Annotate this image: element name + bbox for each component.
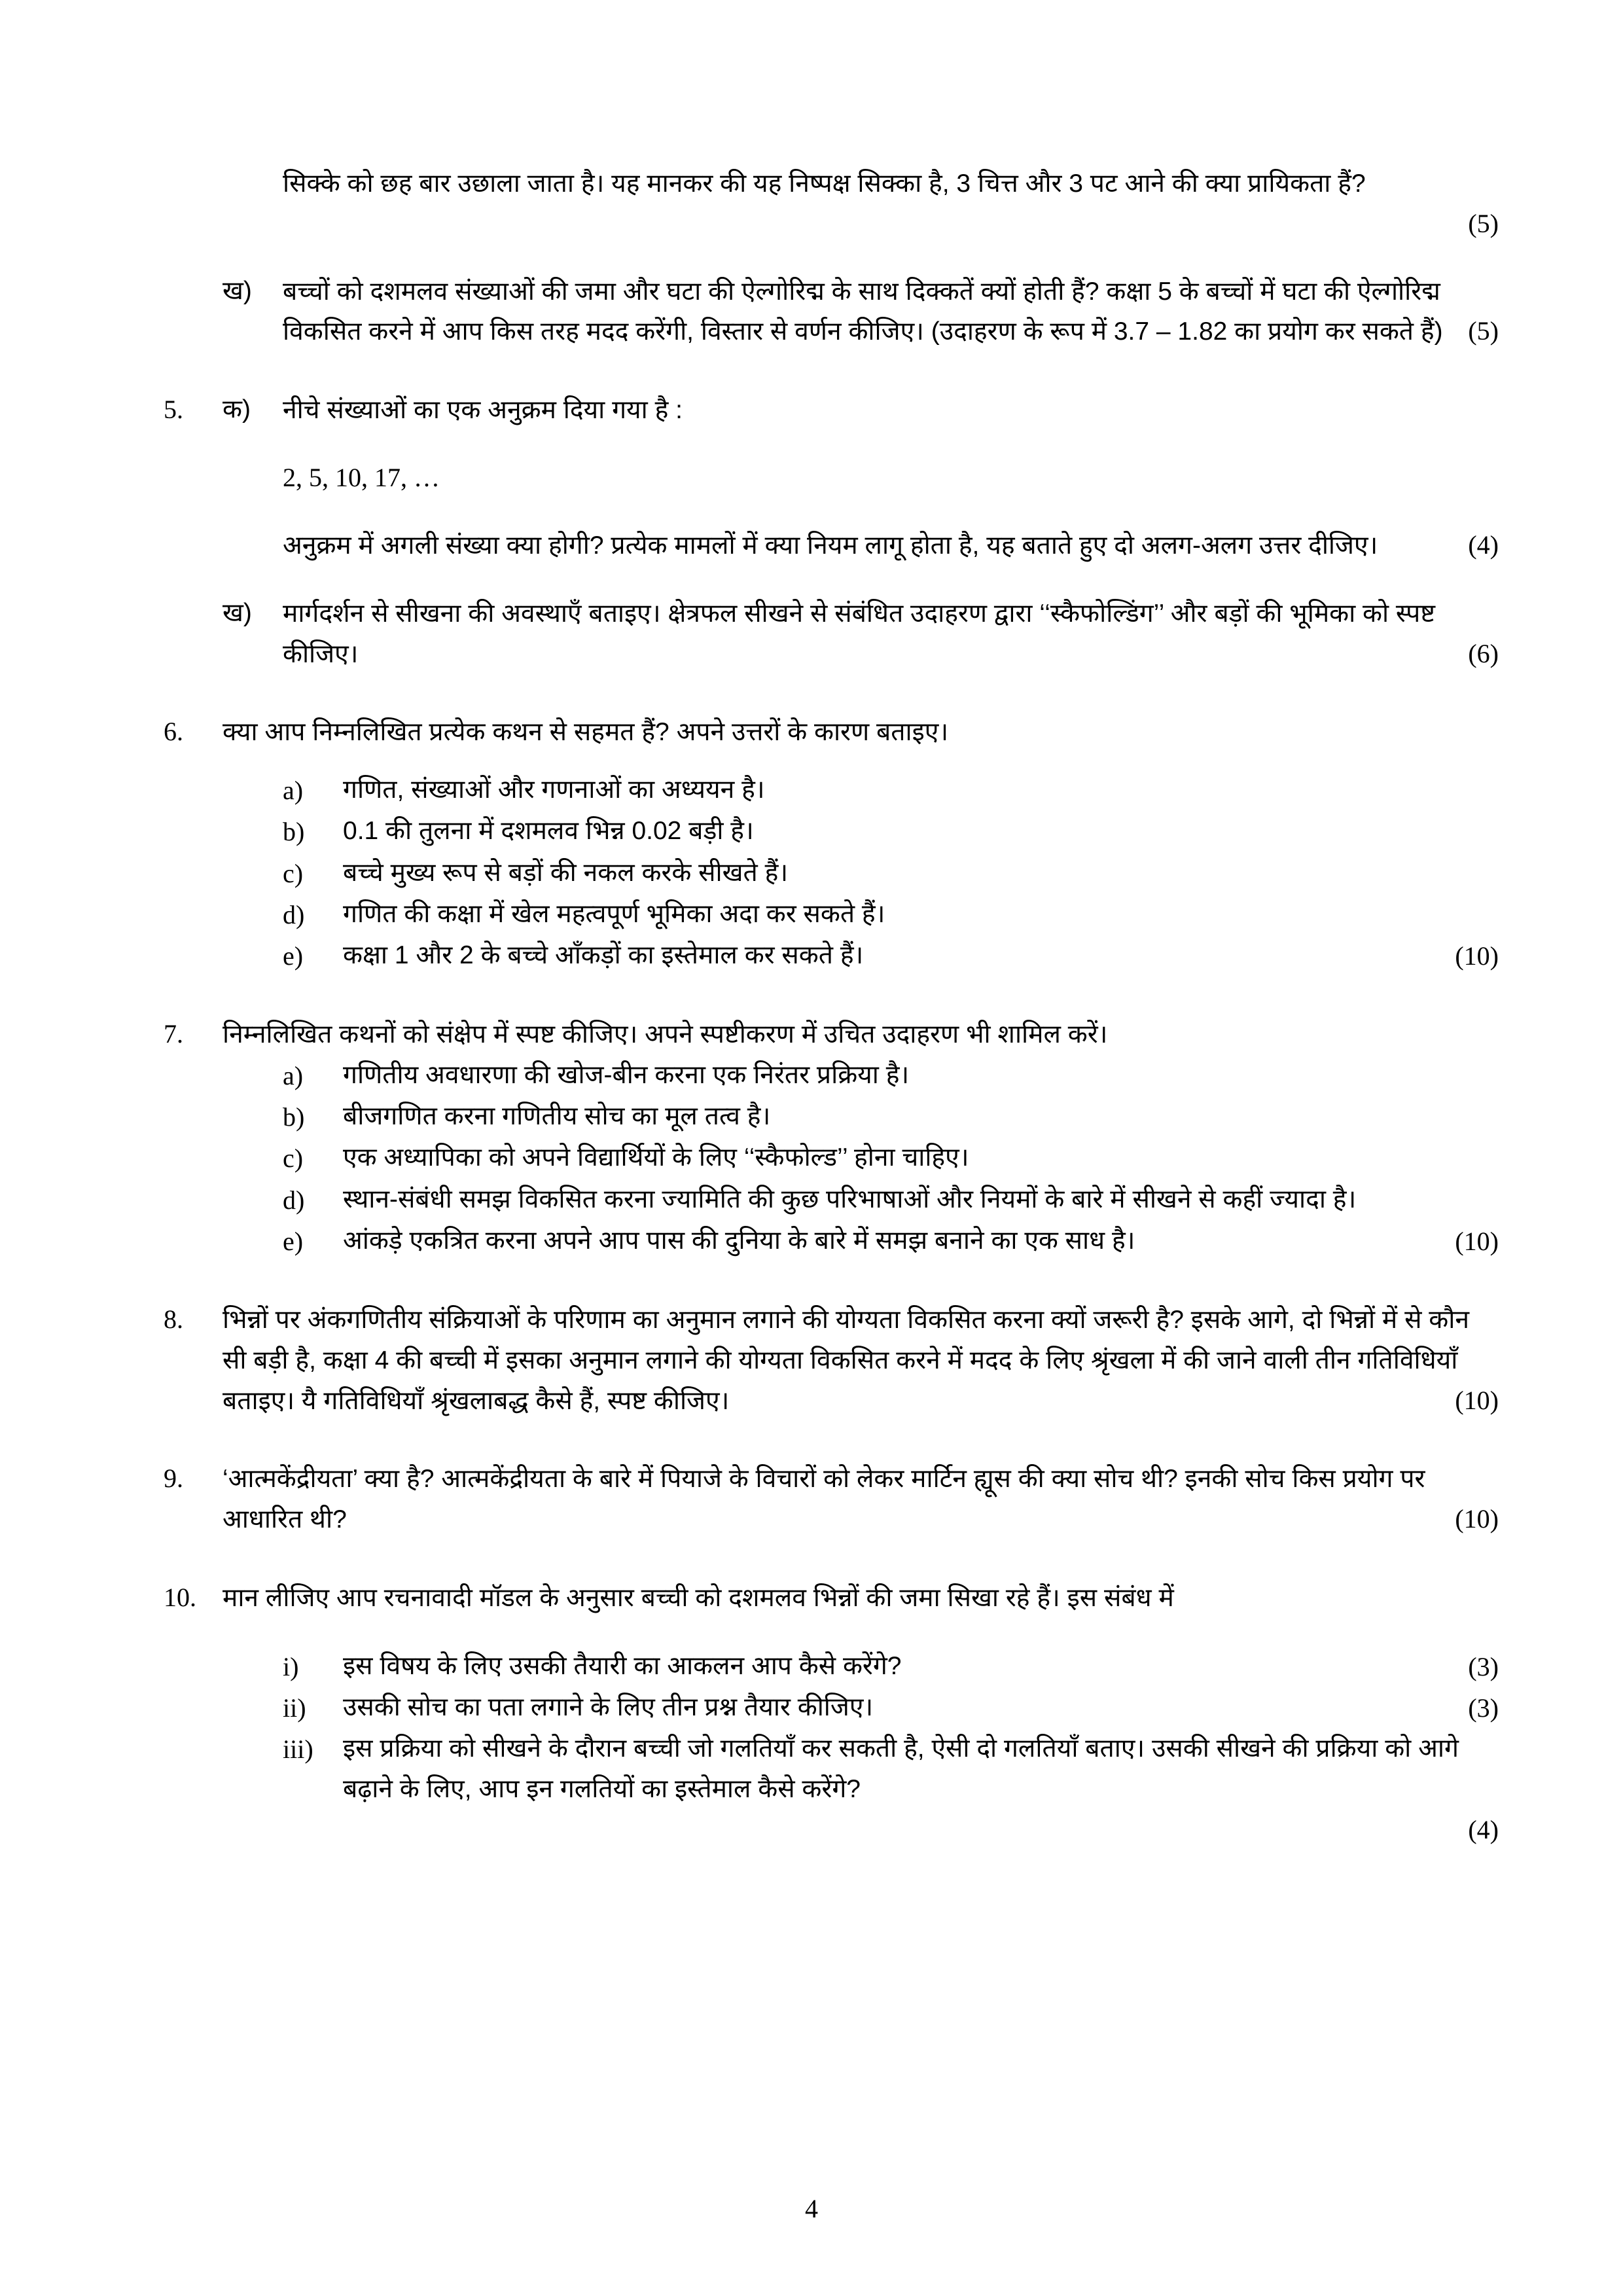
question-6-list-body	[223, 770, 1499, 977]
option-text-label: कक्षा 1 और 2 के बच्चे आँकड़ों का इस्तेमाल कर सकते हैं।	[343, 941, 864, 969]
option-marker: b)	[283, 817, 305, 847]
option-text	[343, 1221, 1499, 1262]
list-item	[283, 1179, 1499, 1221]
question-5b-text: मार्गदर्शन से सीखना की अवस्थाएँ बताइए। क्षेत्रफल सीखने से संबंधित उदाहरण द्वारा ‘‘स्कैफोल्डिंग’’ और बड़ों की भूमिका को स्पष्ट कीजिए।	[283, 599, 1436, 668]
option-text: गणित, संख्याओं और गणनाओं का अध्ययन है।	[343, 776, 765, 804]
list-item	[283, 1096, 1499, 1138]
list-item	[283, 1221, 1499, 1262]
question-7-list-row	[164, 1055, 1499, 1262]
question-4b	[164, 272, 1499, 353]
list-item	[283, 894, 1499, 935]
option-marker: e)	[283, 941, 304, 971]
question-7-body	[223, 1014, 1499, 1055]
list-item	[283, 1646, 1499, 1687]
subpart-text	[343, 1646, 1499, 1687]
question-8-marks: (10)	[1455, 1385, 1499, 1415]
question-4a-marks: (5)	[1468, 208, 1499, 238]
question-4b-marks: (5)	[1468, 316, 1499, 346]
question-5b-marks: (6)	[1468, 638, 1499, 668]
list-item	[283, 770, 1499, 811]
subpart-marks: (3)	[1468, 1693, 1499, 1723]
question-10-list-row	[164, 1646, 1499, 1851]
question-5a-followup-row	[164, 526, 1499, 566]
question-5a-sequence-row	[164, 458, 1499, 498]
option-marker: c)	[283, 858, 304, 888]
question-10-subparts	[223, 1646, 1499, 1851]
question-8-number: 8.	[164, 1304, 183, 1334]
question-5a	[164, 390, 1499, 431]
page-content	[164, 164, 1499, 1851]
question-9-marks: (10)	[1455, 1504, 1499, 1534]
question-9-number: 9.	[164, 1463, 183, 1494]
subpart-marks: (4)	[1468, 1815, 1499, 1845]
question-5a-marker: क)	[223, 395, 251, 424]
question-10-body	[223, 1578, 1499, 1619]
option-text: बीजगणित करना गणितीय सोच का मूल तत्व है।	[343, 1102, 771, 1131]
question-9-body	[223, 1459, 1499, 1540]
question-10-number: 10.	[164, 1583, 196, 1613]
list-item	[283, 1729, 1499, 1850]
question-5a-body	[283, 390, 1499, 431]
question-5b	[164, 594, 1499, 675]
question-6-marks: (10)	[1455, 941, 1499, 971]
question-8-text: भिन्नों पर अंकगणितीय संक्रियाओं के परिणाम का अनुमान लगाने की योग्यता विकसित करना क्यों जरूरी है? इसके आगे, दो भिन्नों में से कौन सी बड़ी है, कक्षा 4 की बच्ची में इसका अनुमान लगाने की योग्यता विकसित करने में मदद के लिए श्रृंखला में की जाने वाली तीन गतिविधियाँ बताइए। यै गतिविधियाँ श्रृंखलाबद्ध कैसे हैं, स्पष्ट कीजिए।	[223, 1305, 1469, 1415]
question-6	[164, 712, 1499, 753]
question-9-text: ‘आत्मकेंद्रीयता’ क्या है? आत्मकेंद्रीयता के बारे में पियाजे के विचारों को लेकर मार्टिन ह्यूस की क्या सोच थी? इनकी सोच किस प्रयोग पर आधारित थी?	[223, 1465, 1425, 1534]
subpart-text-label: इस विषय के लिए उसकी तैयारी का आकलन आप कैसे करेंगे?	[343, 1651, 902, 1680]
option-text: गणितीय अवधारणा की खोज-बीन करना एक निरंतर प्रक्रिया है।	[343, 1060, 910, 1089]
question-7-marks: (10)	[1455, 1226, 1499, 1256]
question-10	[164, 1578, 1499, 1619]
option-marker: a)	[283, 1060, 304, 1090]
option-text: गणित की कक्षा में खेल महत्वपूर्ण भूमिका अदा कर सकते हैं।	[343, 899, 885, 928]
question-8-body	[223, 1300, 1499, 1421]
list-item	[283, 1687, 1499, 1729]
option-text: बच्चे मुख्य रूप से बड़ों की नकल करके सीखते हैं।	[343, 858, 789, 887]
question-10-stem: मान लीजिए आप रचनावादी मॉडल के अनुसार बच्ची को दशमलव भिन्नों की जमा सिखा रहे हैं। इस संबंध में	[223, 1584, 1174, 1613]
option-text	[343, 935, 1499, 977]
number-sequence: 2, 5, 10, 17, …	[283, 463, 440, 493]
question-8	[164, 1300, 1499, 1421]
question-5b-marker: ख)	[223, 598, 252, 627]
page-number: 4	[805, 2194, 818, 2223]
subpart-text	[343, 1729, 1499, 1850]
question-5b-body	[283, 594, 1499, 675]
list-item	[283, 1138, 1499, 1179]
subpart-marker: iii)	[283, 1734, 313, 1765]
question-6-body	[223, 712, 1499, 753]
subpart-text-label: इस प्रक्रिया को सीखने के दौरान बच्ची जो गलतियाँ कर सकती है, ऐसी दो गलतियाँ बताए। उसकी सीखने की प्रक्रिया को आगे बढ़ाने के लिए, आप इन गलतियों का इस्तेमाल कैसे करेंगे?	[343, 1734, 1459, 1803]
option-marker: b)	[283, 1102, 305, 1132]
list-item	[283, 1055, 1499, 1096]
list-item	[283, 935, 1499, 977]
question-5a-text2: अनुक्रम में अगली संख्या क्या होगी? प्रत्येक मामलों में क्या नियम लागू होता है, यह बताते हुए दो अलग-अलग उत्तर दीजिए।	[283, 531, 1378, 560]
question-4b-body	[283, 272, 1499, 353]
list-item	[283, 811, 1499, 852]
list-item	[283, 853, 1499, 894]
question-4b-marker: ख)	[223, 276, 252, 305]
question-7-options	[223, 1055, 1499, 1262]
question-4a-continuation	[164, 164, 1499, 244]
option-text: स्थान-संबंधी समझ विकसित करना ज्यामिति की कुछ परिभाषाओं और नियमों के बारे में सीखने से कहीं ज्यादा है।	[343, 1185, 1357, 1213]
subpart-text	[343, 1687, 1499, 1729]
subpart-marker: ii)	[283, 1693, 306, 1723]
question-4a-text: सिक्के को छह बार उछाला जाता है। यह मानकर की यह निष्पक्ष सिक्का है, 3 चित्त और 3 पट आने की क्या प्रायिकता हैं?	[283, 170, 1366, 198]
question-5a-marks: (4)	[1468, 529, 1499, 560]
option-text: 0.1 की तुलना में दशमलव भिन्न 0.02 बड़ी है।	[343, 817, 754, 846]
question-6-options	[223, 770, 1499, 977]
question-5a-sequence-body	[283, 458, 1499, 498]
option-marker: c)	[283, 1143, 304, 1174]
question-6-number: 6.	[164, 717, 183, 747]
question-5-number: 5.	[164, 395, 183, 425]
question-5a-text: नीचे संख्याओं का एक अनुक्रम दिया गया है :	[283, 396, 683, 425]
question-7	[164, 1014, 1499, 1055]
subpart-text-label: उसकी सोच का पता लगाने के लिए तीन प्रश्न तैयार कीजिए।	[343, 1693, 874, 1722]
subpart-marker: i)	[283, 1651, 299, 1681]
question-4b-text: बच्चों को दशमलव संख्याओं की जमा और घटा की ऐल्गोरिद्म के साथ दिक्कतें क्यों होती हैं? कक्षा 5 के बच्चों में घटा की ऐल्गोरिद्म विकसित करने में आप किस तरह मदद करेंगी, विस्तार से वर्णन कीजिए। (उदाहरण के रूप में 3.7 – 1.82 का प्रयोग कर सकते हैं)	[283, 277, 1443, 346]
question-6-list-row	[164, 770, 1499, 977]
option-marker: d)	[283, 899, 305, 929]
option-text: एक अध्यापिका को अपने विद्यार्थियों के लिए ‘‘स्कैफोल्ड’’ होना चाहिए।	[343, 1143, 969, 1172]
subpart-marks: (3)	[1468, 1651, 1499, 1681]
question-7-stem: निम्नलिखित कथनों को संक्षेप में स्पष्ट कीजिए। अपने स्पष्टीकरण में उचित उदाहरण भी शामिल करें।	[223, 1020, 1108, 1049]
question-7-list-body	[223, 1055, 1499, 1262]
question-10-list-body	[223, 1646, 1499, 1851]
question-4a-body	[283, 164, 1499, 244]
question-7-number: 7.	[164, 1019, 183, 1049]
question-9	[164, 1459, 1499, 1540]
option-marker: d)	[283, 1185, 305, 1215]
option-marker: a)	[283, 776, 304, 806]
question-5a-followup-body	[283, 526, 1499, 566]
question-6-stem: क्या आप निम्नलिखित प्रत्येक कथन से सहमत हैं? अपने उत्तरों के कारण बताइए।	[223, 718, 949, 747]
option-text-label: आंकड़े एकत्रित करना अपने आप पास की दुनिया के बारे में समझ बनाने का एक साध है।	[343, 1226, 1135, 1255]
option-marker: e)	[283, 1226, 304, 1256]
